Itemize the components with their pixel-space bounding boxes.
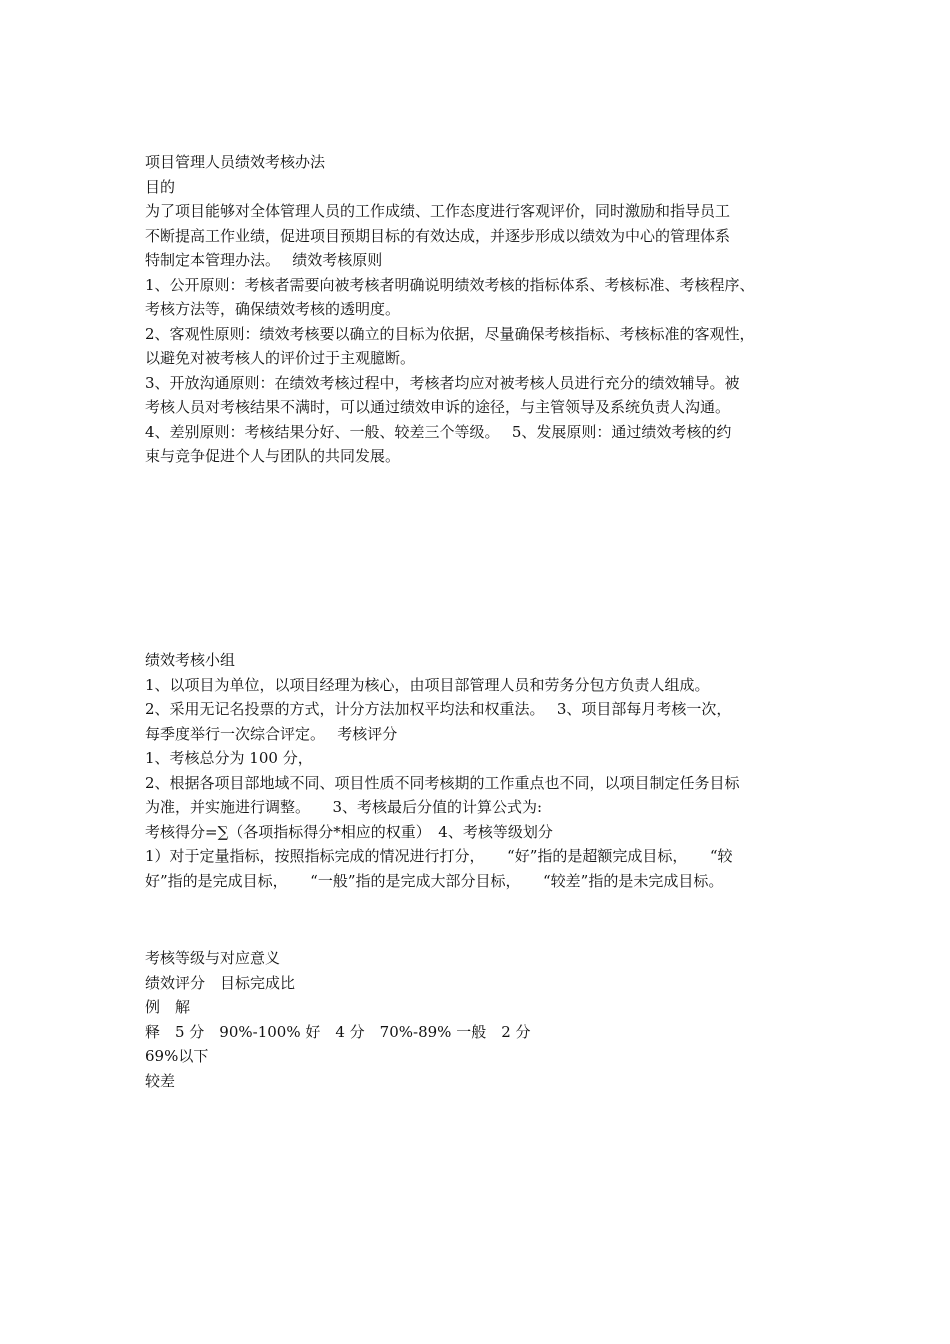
principle-line: 1、公开原则：考核者需要向被考核者明确说明绩效考核的指标体系、考核标准、考核程序、 <box>145 275 755 294</box>
group-line: 为准，并实施进行调整。 3、考核最后分值的计算公式为: <box>145 798 543 816</box>
grade-heading: 考核等级与对应意义 <box>145 949 281 967</box>
principle-line: 束与竞争促进个人与团队的共同发展。 <box>145 447 401 465</box>
group-heading: 绩效考核小组 <box>145 651 236 669</box>
grade-line: 释 5 分 90%-100% 好 4 分 70%-89% 一般 2 分 <box>145 1022 531 1041</box>
group-line: 1、考核总分为 100 分， <box>145 749 313 767</box>
group-line: 2、采用无记名投票的方式，计分方法加权平均法和权重法。 3、项目部每月考核一次， <box>145 700 732 718</box>
principle-line: 以避免对被考核人的评价过于主观臆断。 <box>145 349 416 367</box>
principle-line: 考核方法等，确保绩效考核的透明度。 <box>145 300 401 318</box>
purpose-heading: 目的 <box>145 177 176 196</box>
principle-line: 3、开放沟通原则：在绩效考核过程中，考核者均应对被考核人员进行充分的绩效辅导。被 <box>145 373 740 392</box>
grade-line: 69%以下 <box>145 1047 209 1065</box>
purpose-line: 为了项目能够对全体管理人员的工作成绩、工作态度进行客观评价，同时激励和指导员工 <box>145 202 731 220</box>
group-line: 1、以项目为单位，以项目经理为核心，由项目部管理人员和劳务分包方负责人组成。 <box>145 675 710 694</box>
grade-line: 绩效评分 目标完成比 <box>145 973 296 992</box>
document-title: 项目管理人员绩效考核办法 <box>145 153 326 171</box>
group-line: 2、根据各项目部地域不同、项目性质不同考核期的工作重点也不同，以项目制定任务目标 <box>145 773 740 792</box>
purpose-line: 不断提高工作业绩，促进项目预期目标的有效达成，并逐步形成以绩效为中心的管理体系 <box>145 226 731 245</box>
document-header <box>145 150 825 469</box>
group-line: 每季度举行一次综合评定。 考核评分 <box>145 724 398 743</box>
grade-meaning-section <box>145 946 825 1093</box>
group-line: 考核得分=∑（各项指标得分*相应的权重） 4、考核等级划分 <box>145 822 553 841</box>
grade-line: 例 解 <box>145 998 191 1016</box>
principle-line: 4、差别原则：考核结果分好、一般、较差三个等级。 5、发展原则：通过绩效考核的约 <box>145 422 732 441</box>
purpose-line: 特制定本管理办法。 绩效考核原则 <box>145 251 383 269</box>
grade-line: 较差 <box>145 1071 176 1090</box>
principle-line: 2、客观性原则：绩效考核要以确立的目标为依据，尽量确保考核指标、考核标准的客观性， <box>145 324 755 343</box>
group-line: 1）对于定量指标，按照指标完成的情况进行打分， “好”指的是超额完成目标， “较 <box>145 847 733 865</box>
assessment-group-section <box>145 648 825 893</box>
group-line: 好”指的是完成目标， “一般”指的是完成大部分目标， “较差”指的是未完成目标。 <box>145 871 724 890</box>
principle-line: 考核人员对考核结果不满时，可以通过绩效申诉的途径，与主管领导及系统负责人沟通。 <box>145 398 731 416</box>
